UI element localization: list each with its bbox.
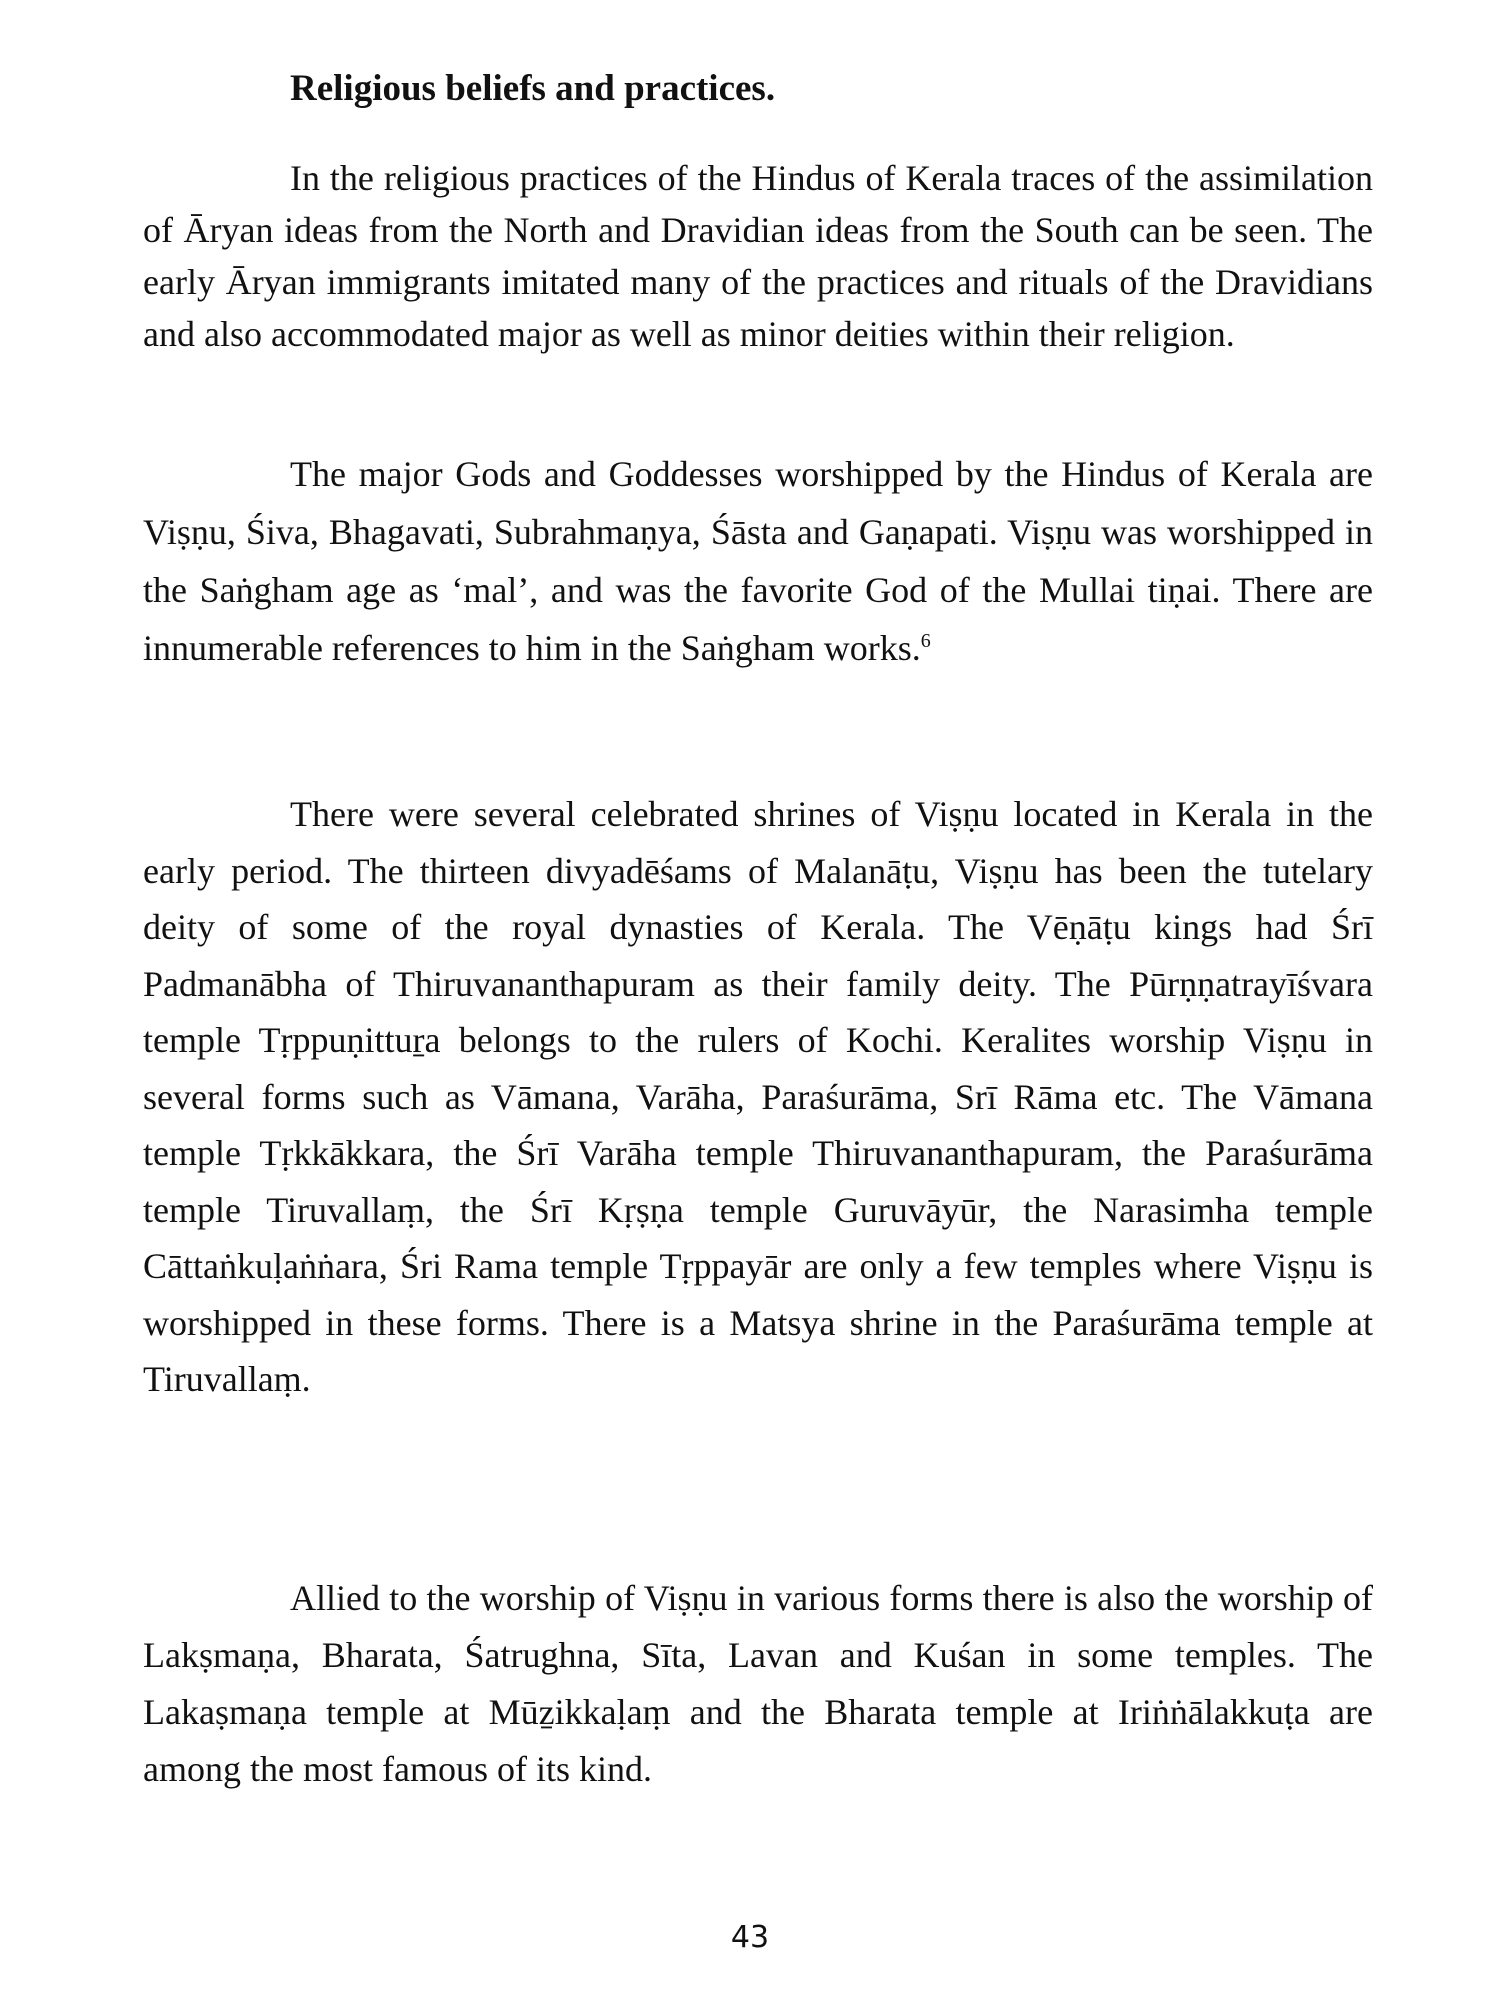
paragraph-allied-worship <box>143 1570 1373 1798</box>
footnote-marker: 6 <box>920 630 931 652</box>
paragraph-major-gods <box>143 445 1373 677</box>
paragraph-text: In the religious practices of the Hindus of Kerala traces of the assimilation of Āryan ideas from the North and Dravidian ideas from the South can be seen. The early Āryan immigrants imitated many of the practices and rituals of the Dravidians and also accommodated major as well as minor deities within their religion. <box>143 158 1373 354</box>
paragraph-text: The major Gods and Goddesses worshipped by the Hindus of Kerala are Viṣṇu, Śiva, Bhagavati, Subrahmaṇya, Śāsta and Gaṇapati. Viṣṇu was worshipped in the Saṅgham age as ‘mal’, and was the favorite God of the Mullai tiṇai. There are innumerable references to him in the Saṅgham works. <box>143 454 1373 668</box>
page-number: 43 <box>730 1920 770 1955</box>
paragraph-text: There were several celebrated shrines of Viṣṇu located in Kerala in the early period. The thirteen divyadēśams of Malanāṭu, Viṣṇu has been the tutelary deity of some of the royal dynasties of Kerala. The Vēṇāṭu kings had Śrī Padmanābha of Thiruvananthapuram as their family deity. The Pūrṇṇatrayīśvara temple Tṛppuṇittuṟa belongs to the rulers of Kochi. Keralites worship Viṣṇu in several forms such as Vāmana, Varāha, Paraśurāma, Srī Rāma etc. The Vāmana temple Tṛkkākkara, the Śrī Varāha temple Thiruvananthapuram, the Paraśurāma temple Tiruvallaṃ, the Śrī Kṛṣṇa temple Guruvāyūr, the Narasimha temple Cāttaṅkuḷaṅṅara, Śri Rama temple Tṛppayār are only a few temples where Viṣṇu is worshipped in these forms. There is a Matsya shrine in the Paraśurāma temple at Tiruvallaṃ. <box>143 794 1373 1399</box>
paragraph-vishnu-shrines <box>143 786 1373 1408</box>
section-heading: Religious beliefs and practices. <box>290 68 776 109</box>
paragraph-text: Allied to the worship of Viṣṇu in various forms there is also the worship of Lakṣmaṇa, Bharata, Śatrughna, Sīta, Lavan and Kuśan in some temples. The Lakaṣmaṇa temple at Mūẕikkaḷaṃ and the Bharata temple at Iriṅṅālakkuṭa are among the most famous of its kind. <box>143 1578 1373 1789</box>
paragraph-religious-practices <box>143 152 1373 360</box>
